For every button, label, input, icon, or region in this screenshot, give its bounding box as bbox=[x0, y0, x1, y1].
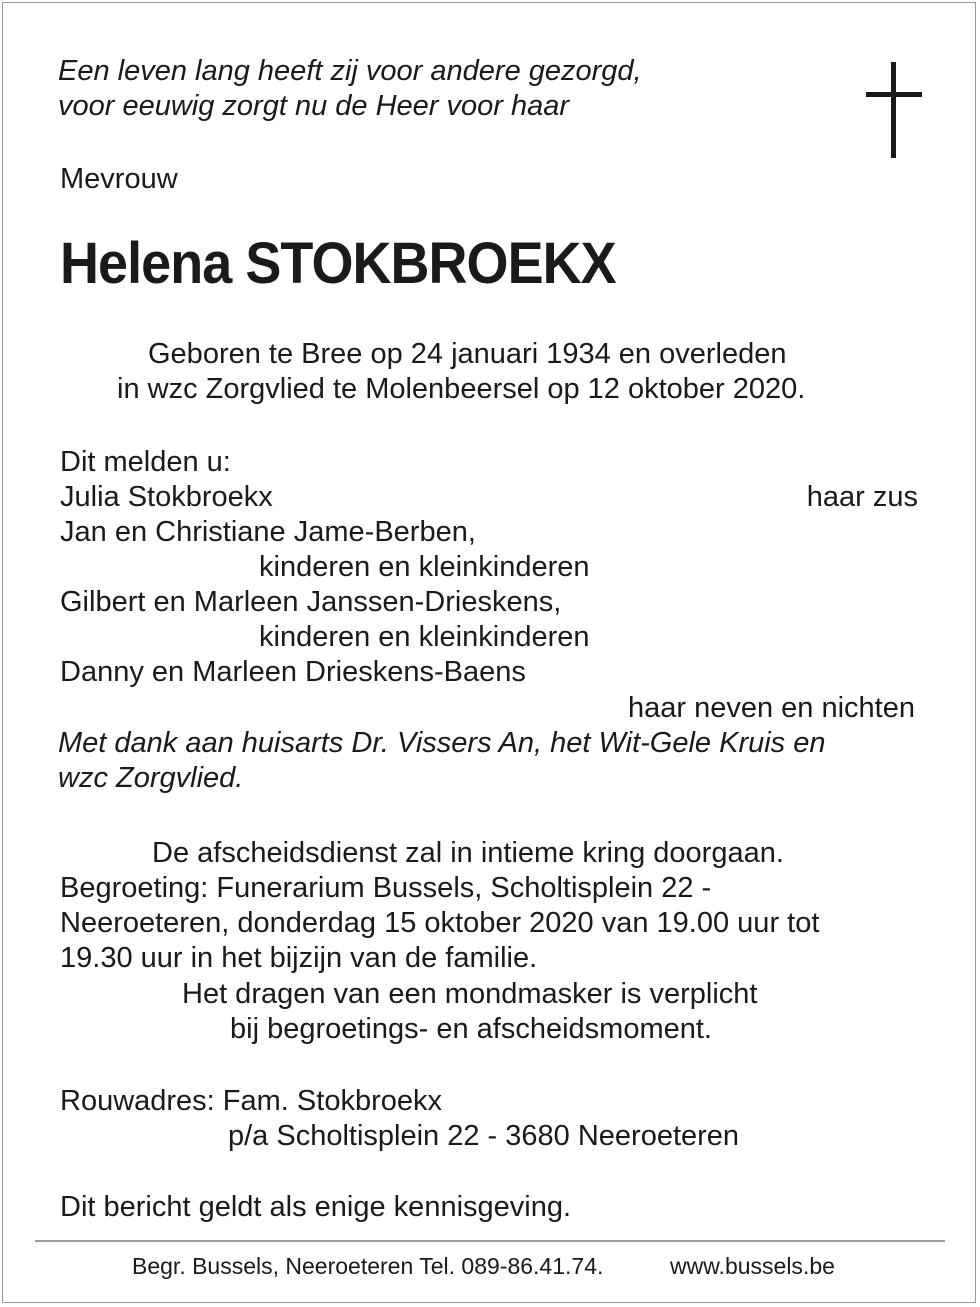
announcer-relation: haar zus bbox=[806, 481, 918, 513]
announcer-relation: haar neven en nichten bbox=[628, 692, 915, 724]
service-line-2: Begroeting: Funerarium Bussels, Scholtisplein 22 - bbox=[60, 872, 712, 904]
announcer-relation: kinderen en kleinkinderen bbox=[259, 551, 590, 583]
announcer-name: Gilbert en Marleen Janssen-Drieskens, bbox=[60, 586, 562, 618]
birth-death-line-1: Geboren te Bree op 24 januari 1934 en overleden bbox=[148, 338, 787, 370]
announcers-intro: Dit melden u: bbox=[60, 446, 231, 478]
footer-divider bbox=[35, 1240, 945, 1242]
thanks-line-2: wzc Zorgvlied. bbox=[58, 762, 244, 794]
motto-line-2: voor eeuwig zorgt nu de Heer voor haar bbox=[58, 90, 570, 122]
service-line-3: Neeroeteren, donderdag 15 oktober 2020 van 19.00 uur tot bbox=[60, 907, 820, 939]
announcer-relation: kinderen en kleinkinderen bbox=[259, 621, 590, 653]
salutation: Mevrouw bbox=[60, 163, 178, 195]
service-line-4: 19.30 uur in het bijzijn van de familie. bbox=[60, 942, 538, 974]
service-line-5: Het dragen van een mondmasker is verplicht bbox=[182, 978, 758, 1010]
thanks-line-1: Met dank aan huisarts Dr. Vissers An, het Wit-Gele Kruis en bbox=[58, 727, 826, 759]
motto-line-1: Een leven lang heeft zij voor andere gezorgd, bbox=[58, 55, 642, 87]
notice-statement: Dit bericht geldt als enige kennisgeving. bbox=[60, 1191, 572, 1223]
cross-icon bbox=[866, 62, 922, 158]
birth-death-line-2: in wzc Zorgvlied te Molenbeersel op 12 oktober 2020. bbox=[117, 373, 806, 405]
announcer-name: Jan en Christiane Jame-Berben, bbox=[60, 516, 476, 548]
service-line-6: bij begroetings- en afscheidsmoment. bbox=[230, 1013, 712, 1045]
service-line-1: De afscheidsdienst zal in intieme kring doorgaan. bbox=[152, 837, 784, 869]
address-line-1: Rouwadres: Fam. Stokbroekx bbox=[60, 1085, 442, 1117]
footer-website: www.bussels.be bbox=[670, 1253, 835, 1279]
announcer-name: Danny en Marleen Drieskens-Baens bbox=[60, 656, 526, 688]
deceased-name: Helena STOKBROEKX bbox=[60, 231, 616, 296]
announcer-name: Julia Stokbroekx bbox=[60, 481, 273, 513]
address-line-2: p/a Scholtisplein 22 - 3680 Neeroeteren bbox=[228, 1120, 740, 1152]
footer-funeral-home: Begr. Bussels, Neeroeteren Tel. 089-86.41.74. bbox=[132, 1253, 604, 1279]
